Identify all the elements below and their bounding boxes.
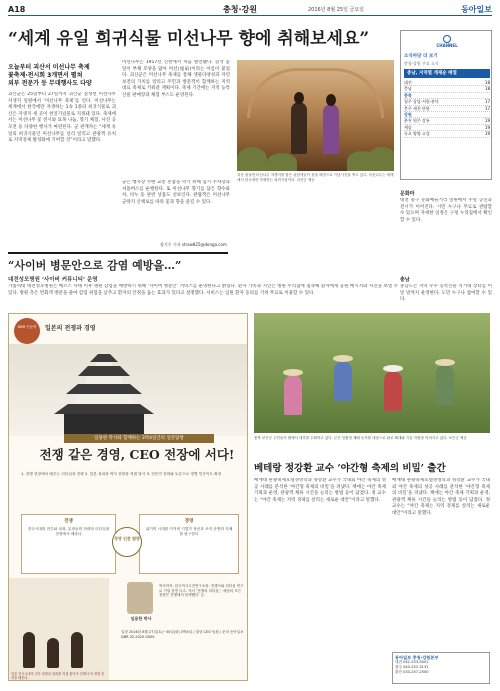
plant-pot (267, 153, 297, 171)
samurai-figure (23, 632, 35, 668)
main-headline: “세계 유일 희귀식물 미선나무 향에 취해보세요” (8, 29, 370, 49)
channel-logo: CHANNEL (434, 35, 460, 49)
contact-line: 대전 042-253-3001 (395, 660, 429, 664)
ad-points: 1. 전쟁 현장에서 배우는 리더십과 전략 2. 일본 성곽과 역사 현장을 직접 답사 3. 전문가 강의와 토론으로 경영 인사이트 확장 (21, 472, 222, 476)
plant-pot (367, 147, 394, 171)
sidebar-item[interactable]: 청주 상당·서원·흥덕 17 (404, 99, 490, 105)
section2-subhead: 대전성모병원 ‘사이버 커뮤니티’ 운영 (8, 277, 98, 283)
samurai-illustration (9, 578, 109, 681)
article-byline: 장기우 기자 straw825@donga.com (160, 242, 227, 247)
ad-title: 전쟁 같은 경영, CEO 전장에 서다! (39, 447, 235, 462)
side-news-body: 대전 중구 문화예술거리 일원에서 주말 공연과 전시가 이어진다. 시민 누구나 무료로 관람할 수 있으며 자세한 일정은 구청 누리집에서 확인할 수 있다. (400, 198, 492, 223)
contact-box (392, 652, 490, 684)
sidebar-item[interactable]: 춘천 원주 강릉 19 (404, 118, 490, 124)
ad-box-management: 경영 위기의 시대를 이겨낸 기업가 정신과 조직 운영의 지혜를 탐구한다 (139, 514, 239, 574)
visitor-figure (291, 102, 307, 154)
photo-caption: 괴산 칠성면 미선나무 자생지를 찾은 관람객들이 꽃을 배경으로 기념사진을 찍고 있다. 미선나무는 세계에서 한국에만 자생하는 희귀식물이다. 괴산군 제공 (237, 173, 394, 182)
samurai-caption: 일본 전국시대의 전투 현장과 성곽을 직접 찾아가 전쟁사 속 경영 전략을 배운다. (11, 672, 105, 680)
side-news-title: 문화마 (400, 191, 415, 197)
newspaper-brand: 동아일보 (461, 5, 492, 14)
farm-photo (254, 313, 490, 433)
side-news-title: 충남 (400, 277, 410, 283)
sidebar-group: 강원 (404, 112, 490, 118)
section2-body: 가톨릭대 대전성모병원은 메르스 사태 이후 병원 감염을 예방하기 위해 ‘사이버 병문안’ 서비스를 운영한다고 밝혔다. 환자 가족과 지인은 병원 누리집에 접속해 환자에게 응원 메시지와 사진을 보낼 수 있다. 병원 측은 면회객 방문을 줄여 감염 위험을 낮추고 환자의 안정을 돕는 효과가 있다고 설명했다. 서비스는 입원 환자 동의를 거쳐 무료로 이용할 수 있다. (8, 284, 398, 296)
farmer-figure (436, 365, 454, 405)
page-header (8, 4, 492, 16)
visitor-figure (323, 104, 339, 154)
farm-photo-caption: 충북 보은군 주민들이 밭에서 대추를 수확하고 있다. 군은 친환경 재배 농가를 대상으로 판로 확대와 기술 지원을 이어가고 있다. 보은군 제공 (254, 436, 467, 440)
author-name: 임용한 박사 (130, 616, 152, 621)
sidebar-list (404, 80, 490, 138)
ad-badge: DBR 인문학 (14, 318, 40, 344)
greenhouse-arch (247, 68, 384, 118)
section2-headline: “사이버 병문안으로 감염 예방을…” (8, 252, 228, 272)
farmer-figure (384, 371, 402, 411)
samurai-figure (71, 632, 83, 668)
subhead: 외부 전문가 등 무대행사도 다양 (8, 80, 92, 87)
festival-photo (237, 60, 394, 171)
farmer-figure (284, 375, 302, 415)
main-subheads (8, 64, 116, 88)
ad-info: 일정 2016년 8월 27일(토)~30일(화) 3박4일 / 대상 CEO·임원 / 문의 동아일보 DBR 02-2020-0000 (121, 630, 244, 639)
sidebar-item[interactable]: 속초 양양 고성 19 (404, 131, 490, 137)
ad-top-label: 일본의 전쟁과 경영 (45, 325, 96, 332)
farmer-figure (334, 361, 352, 401)
section3-body-col2: 배재대 관광축제호텔경영학과 정강환 교수가 국내외 야간 축제의 성공 사례를 분석한 ‘야간형 축제의 비밀’을 펴냈다. 책에는 야간 축제 기획과 운영, 관광객 체류 시간을 늘리는 방법 등이 담겼다. 정 교수는 “야간 축제는 지역 경제를 살리는 새로운 대안”이라고 말했다. (392, 478, 490, 516)
ad-band: 임용한 박사와 함께하는 3박4일간의 일본탐방 (64, 434, 214, 443)
sidebar-subtitle: 충청·강원 주요 소식 (404, 61, 439, 66)
sidebar-item[interactable]: 대전 18 (404, 80, 490, 85)
sidebar-item[interactable]: 세종 19 (404, 124, 490, 130)
farmer-hat (383, 365, 403, 372)
contact-line: 청주 043-252-3131 (395, 665, 429, 669)
sidebar-title: 소식마당 더 보기 (404, 54, 438, 59)
subhead: 꽃축제·전시회 3개면서 펼쳐 (8, 72, 83, 79)
index-sidebar (400, 30, 492, 180)
side-news-body: 충남도는 지역 우수 농특산물 직거래 장터를 이달 말까지 운영한다. 도민 누구나 참여할 수 있다. (400, 284, 492, 303)
contact-title: 동아일보 충청·강원본부 (395, 655, 439, 660)
castle-illustration (44, 354, 164, 436)
sidebar-group: 충북 (404, 93, 490, 99)
channel-logo-icon (443, 35, 451, 43)
farmer-hat (435, 359, 455, 366)
sidebar-tab: 충남, 지역별 게재순 배열 (404, 69, 490, 78)
section-name: 충청·강원 (223, 5, 257, 14)
page-number: A18 (8, 5, 26, 14)
sidebar-item[interactable]: 충주 제천 단양 17 (404, 105, 490, 111)
samurai-figure (47, 638, 59, 668)
article-body-col3: 군은 행사장 주변 교통 혼잡을 막기 위해 임시 주차장과 셔틀버스를 운행한다. 또 미선나무 향기를 담은 향수와 차, 비누 등 관련 상품도 선보인다. 관람객은 미선나무 군락지 산책로를 따라 꽃과 향을 즐길 수 있다. (122, 180, 230, 205)
author-portrait (127, 582, 153, 614)
author-bio: 역사학자. 한국역사고전연구소장. 전쟁사와 리더십 연구로 기업 강연 다수. 저서 ‘전쟁과 리더십’, ‘세상의 모든 전략은 전쟁에서 탄생했다’ 등. (159, 584, 244, 598)
section3-body-col1: 배재대 관광축제호텔경영학과 정강환 교수가 국내외 야간 축제의 성공 사례를 분석한 ‘야간형 축제의 비밀’을 펴냈다. 책에는 야간 축제 기획과 운영, 관광객 체류 시간을 늘리는 방법 등이 담겼다. 정 교수는 “야간 축제는 지역 경제를 살리는 새로운 대안”이라고 말했다. (254, 478, 386, 503)
sidebar-item[interactable]: 충남 18 (404, 86, 490, 92)
ad-box-war: 전쟁 전국시대의 전투와 성곽, 무장들의 전략과 리더십을 현장에서 배운다 (21, 514, 116, 574)
article-body-col2: 미선나무는 1917년 진천에서 처음 발견됐다. 흰색 꽃잎이 부채 모양을 닮아 미선(尾扇)이라는 이름이 붙었다. 괴산군은 미선나무 축제를 통해 생물다양성과 자연 보전의 가치를 알리고 주민과 방문객이 함께하는 지역 대표 축제로 키워갈 계획이다. 축제 기간에는 지역 농특산물 판매장과 체험 부스도 운영된다. (122, 60, 230, 98)
ad-center-badge: 경영 인문 탐방 (112, 527, 142, 557)
article-body-col1: 괴산군은 25일부터 27일까지 괴산군 칠성면 미선나무 자생지 일원에서 ‘미선나무 축제’를 연다. 미선나무는 세계에서 한국에만 자생하는 1속 1종의 희귀식물로 괴산은 자생지 세 곳이 천연기념물로 지정돼 있다. 축제에서는 미선나무 꽃 전시와 묘목 나눔, 향기 체험, 사진 공모전 등 다양한 행사가 마련된다. 군 관계자는 “세계 유일의 희귀식물인 미선나무를 널리 알리고 관광객 유치로 지역경제 활성화에 기여할 것”이라고 말했다. (8, 92, 116, 144)
section3-headline: 베테랑 정강환 교수 ‘야간형 축제의 비밀’ 출간 (254, 463, 446, 474)
plant-pot (237, 147, 267, 171)
advertisement[interactable] (8, 313, 248, 681)
farmer-hat (283, 369, 303, 376)
contact-line: 춘천 033-257-2500 (395, 670, 429, 674)
subhead: 오늘부터 괴산서 미선나무 축제 (8, 64, 90, 71)
issue-date: 2016년 8월 25일 금요일 (308, 7, 365, 13)
farmer-hat (333, 355, 353, 362)
